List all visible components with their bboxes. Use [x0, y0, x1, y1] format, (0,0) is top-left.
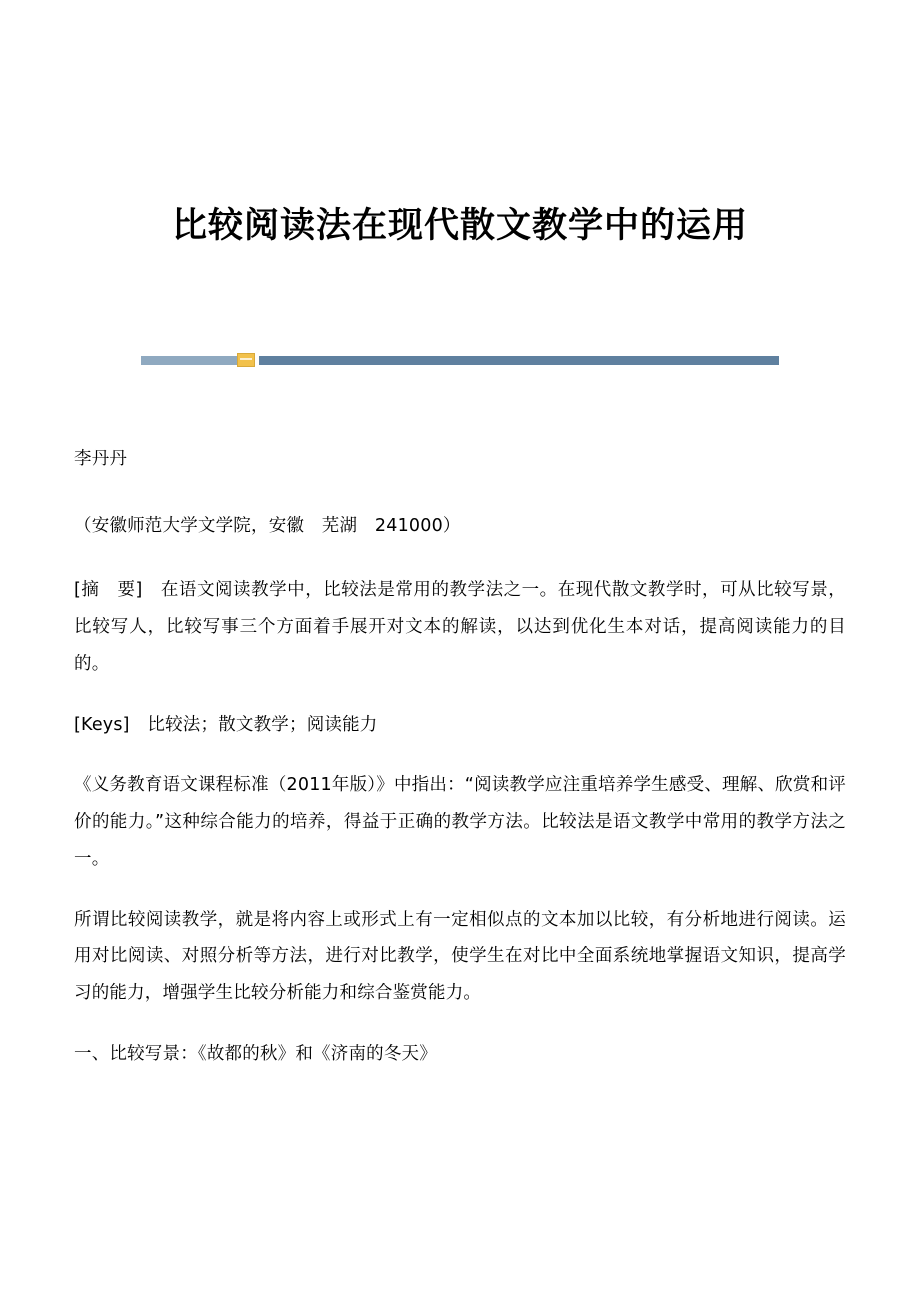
page-title: 比较阅读法在现代散文教学中的运用	[171, 206, 748, 246]
document-body	[74, 441, 846, 1073]
section-heading-1: 一、比较写景：《故都的秋》和《济南的冬天》	[74, 1043, 437, 1064]
body-paragraph-2: 所谓比较阅读教学，就是将内容上或形式上有一定相似点的文本加以比较，有分析地进行阅读。运用对比阅读、对照分析等方法，进行对比教学，使学生在对比中全面系统地掌握语文知识，提高学习的能力，增强学生比较分析能力和综合鉴赏能力。	[74, 909, 846, 1003]
author-affiliation: （安徽师范大学文学院，安徽 芜湖 241000）	[74, 515, 461, 536]
keywords-paragraph: [Keys] 比较法；散文教学；阅读能力	[74, 714, 378, 735]
divider-right-segment	[259, 356, 779, 365]
body-paragraph-1: 《义务教育语文课程标准（2011年版）》中指出：“阅读教学应注重培养学生感受、理解、欣赏和评价的能力。”这种综合能力的培养，得益于正确的教学方法。比较法是语文教学中常用的教学方法之一。	[74, 775, 846, 869]
decorative-divider	[74, 351, 846, 369]
abstract-paragraph: [摘 要] 在语文阅读教学中，比较法是常用的教学法之一。在现代散文教学时，可从比较写景，比较写人，比较写事三个方面着手展开对文本的解读，以达到优化生本对话，提高阅读能力的目的。	[74, 580, 846, 674]
author-name: 李丹丹	[74, 448, 128, 469]
divider-left-segment	[141, 356, 241, 365]
ribbon-badge-icon	[237, 353, 255, 367]
